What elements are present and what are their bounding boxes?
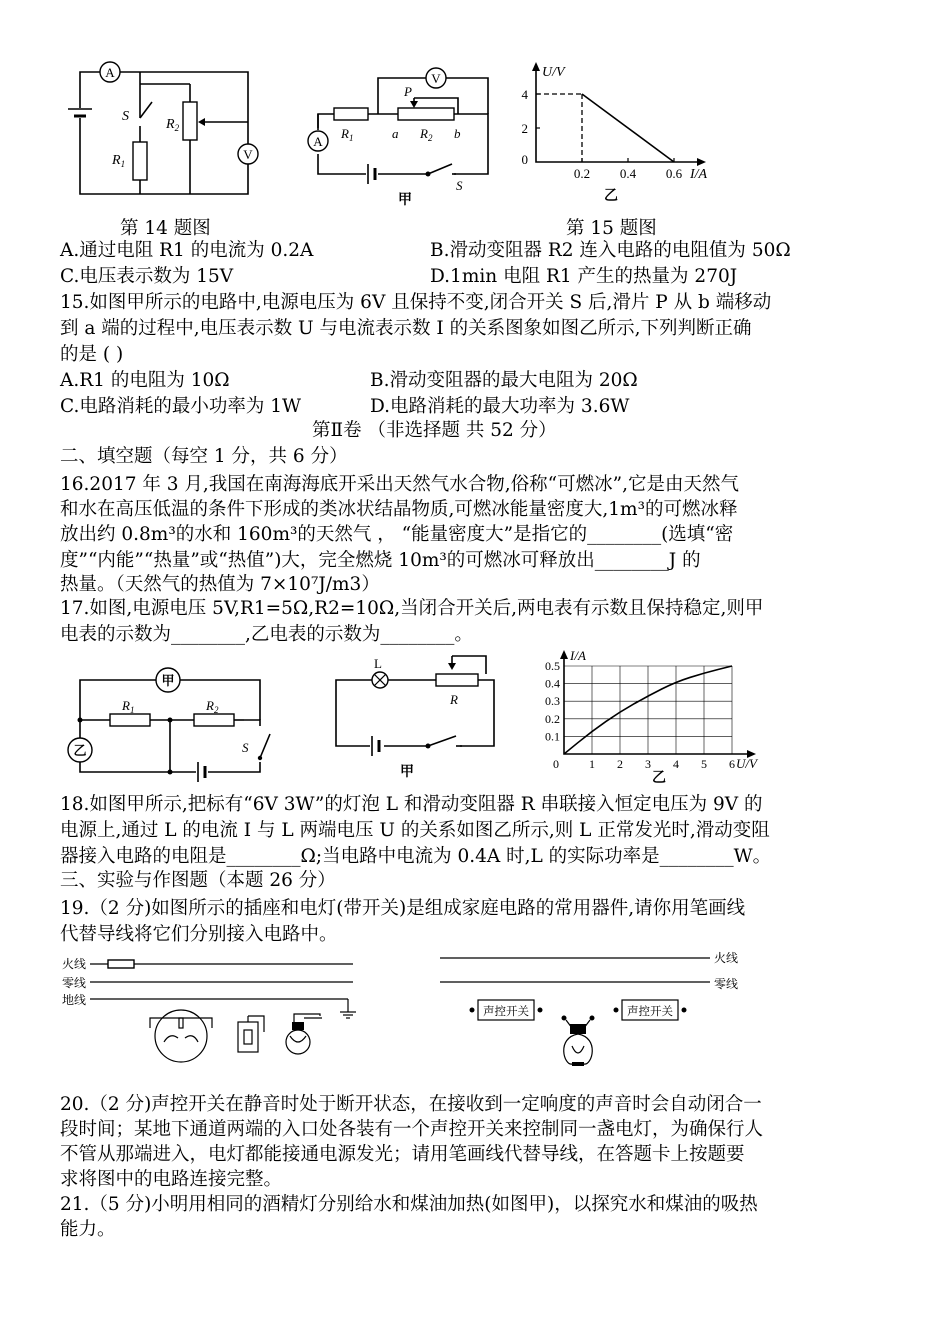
figure-15-circuit [306,66,496,206]
q14-option-d: D.1min 电阻 R1 产生的热量为 270J [430,266,738,287]
y-tick-label-0: 0 [521,152,528,167]
socket-right-hole [185,1036,198,1042]
x-tick-label-0: 0.2 [573,166,591,181]
figure-18-chart [534,646,764,786]
fuse [108,960,134,968]
x-tick-label-5: 5 [701,757,707,771]
voltmeter-label: V [243,147,253,162]
resistor-r2 [194,714,234,726]
q16-line4: 度”“内能”“热量”或“热值”)大，完全燃烧 10m³的可燃冰可释放出________J 的 [60,550,701,571]
x-axis-arrow [697,158,706,166]
x-axis-label: I/A [690,167,708,182]
q20-line4: 求将图中的电路连接完整。 [60,1169,283,1190]
q15-option-c: C.电路消耗的最小功率为 1W [60,396,302,417]
voltmeter-label: V [431,71,441,86]
r2-label: $R_2$ [206,698,219,715]
x-tick-label-0: 0 [553,757,559,771]
figure-17-circuit [60,660,280,780]
y-tick-label-1: 2 [521,121,528,136]
lamp-holder [292,1022,304,1030]
x-axis-label: U/V [736,756,757,771]
rheostat-r2 [398,108,454,120]
circuit-name-label: 甲 [398,193,412,208]
r1-label: $R_1$ [112,153,126,169]
circuit-name-label: 甲 [400,765,414,780]
q18-line3: 器接入电路的电阻是________Ω;当电路中电流为 0.4A 时,L 的实际功率是________W。 [60,846,772,867]
socket-left-hole [164,1036,178,1042]
x-tick-label-3: 3 [645,757,651,771]
x-tick-label-1: 0.4 [619,166,637,181]
y-axis-arrow [560,650,568,659]
chart-name-label: 乙 [652,771,666,786]
y-tick-label-2: 4 [521,87,528,102]
lamp-holder [570,1024,586,1034]
q14-option-a: A.通过电阻 R1 的电流为 0.2A [60,240,314,261]
q15-option-a: A.R1 的电阻为 10Ω [60,370,230,391]
figure-14-circuit [68,60,268,200]
q16-line3: 放出约 0.8m³的水和 160m³的天然气 ， “能量密度大”是指它的________(选填“密 [60,524,734,545]
ground-wire-label: 地线 [62,993,87,1007]
resistor-r1 [334,108,368,120]
wall-switch [238,1022,258,1052]
figure-20-wiring [440,948,760,1066]
y-tick-label-4: 0.5 [545,659,560,673]
y-tick-label-3: 0.4 [545,676,560,691]
meter-jia-label: 甲 [161,673,175,688]
switch-label: S [122,109,129,124]
live-wire-label: 火线 [62,957,87,971]
meter-yi-label: 乙 [73,743,87,758]
series-line-u-i [582,94,674,162]
q16-line1: 16.2017 年 3 月,我国在南海海底开采出天然气水合物,俗称“可燃冰”,它是由天然气 [60,474,739,495]
q18-line2: 电源上,通过 L 的电流 I 与 L 两端电压 U 的关系如图乙所示,则 L 正常发光时,滑动变阻 [60,820,770,841]
resistor-label: R [450,692,458,707]
terminal-a-label: a [392,126,399,141]
figure-19-wiring [58,954,378,1064]
figure-14-caption: 第 14 题图 [120,218,211,239]
r1-label: $R_1$ [341,126,354,143]
r2-label: $R_2$ [166,117,180,133]
part2-title: 第Ⅱ卷 （非选择题 共 52 分） [312,420,557,441]
ammeter-label: A [313,134,323,149]
q14-option-c: C.电压表示数为 15V [60,266,234,287]
q15-stem-line2: 到 a 端的过程中,电压表示数 U 与电流表示数 I 的关系图象如图乙所示,下列判断正确 [60,318,752,339]
figure-18-circuit [328,658,508,788]
q19-line2: 代替导线将它们分别接入电路中。 [60,924,338,945]
q16-line5: 热量。（天然气的热值为 7×10⁷J/m3） [60,574,380,595]
section2-heading: 二、填空题（每空 1 分，共 6 分） [60,446,348,467]
q14-option-b: B.滑动变阻器 R2 连入电路的电阻值为 50Ω [430,240,791,261]
neutral-wire-label: 零线 [714,977,739,991]
y-axis-arrow [532,62,540,71]
y-tick-label-1: 0.2 [545,711,560,726]
socket-box [150,1018,212,1028]
sound-switch-left-label: 声控开关 [483,1006,529,1018]
y-axis-label: I/A [570,648,586,663]
sound-switch-right-label: 声控开关 [627,1006,673,1018]
q15-stem-line1: 15.如图甲所示的电路中,电源电压为 6V 且保持不变,闭合开关 S 后,滑片 P 从 b 端移动 [60,292,772,313]
lamp-bulb-icon [564,1034,593,1064]
figure-15-chart [510,58,710,208]
y-tick-label-0: 0.1 [545,729,560,744]
socket-top-hole [179,1018,183,1028]
q20-line3: 不管从那端进入，电灯都能接通电源发光；请用笔画线代替导线，在答题卡上按题要 [60,1144,745,1165]
q15-option-d: D.电路消耗的最大功率为 3.6W [370,396,630,417]
y-tick-label-2: 0.3 [545,694,560,709]
x-tick-label-1: 1 [589,757,595,771]
q15-stem-line3: 的是 ( ) [60,344,124,365]
q19-line1: 19.（2 分)如图所示的插座和电灯(带开关)是组成家庭电路的常用器件,请你用笔画线 [60,898,746,919]
q18-line1: 18.如图甲所示,把标有“6V 3W”的灯泡 L 和滑动变阻器 R 串联接入恒定电压为 9V 的 [60,794,763,815]
r2-label: $R_2$ [420,126,433,143]
switch-s [140,102,152,118]
x-tick-label-2: 2 [617,757,623,771]
x-tick-label-6: 6 [729,757,735,771]
rheostat-r2 [183,102,197,140]
figure-15-caption: 第 15 题图 [566,218,657,239]
q17-line2: 电表的示数为________,乙电表的示数为________。 [60,624,473,645]
x-tick-label-2: 0.6 [665,166,683,181]
rheostat-r [436,674,478,686]
q20-line2: 段时间；某地下通道两端的入口处各装有一个声控开关来控制同一盏电灯，为确保行人 [60,1119,764,1140]
slider-arrow [448,663,456,670]
resistor-r1 [133,142,147,180]
resistor-r1 [110,714,150,726]
switch-label: S [242,740,249,755]
section3-heading: 三、实验与作图题（本题 26 分） [60,870,336,891]
ammeter-label: A [105,65,115,80]
slider-arrow [198,118,205,126]
q20-line1: 20.（2 分)声控开关在静音时处于断开状态，在接收到一定响度的声音时会自动闭合一 [60,1094,762,1115]
y-axis-label: U/V [542,65,565,80]
slider-p-label: P [404,84,412,99]
q17-line1: 17.如图,电源电压 5V,R1=5Ω,R2=10Ω,当闭合开关后,两电表有示数且保持稳定,则甲 [60,598,764,619]
switch-label: S [456,178,463,193]
q15-option-b: B.滑动变阻器的最大电阻为 20Ω [370,370,638,391]
q16-line2: 和水在高压低温的条件下形成的类冰状结晶物质,可燃冰能量密度大,1m³的可燃冰释 [60,499,738,520]
neutral-wire-label: 零线 [62,976,87,990]
q21-line2: 能力。 [60,1219,116,1240]
live-wire-label: 火线 [714,951,739,965]
chart-name-label: 乙 [604,189,618,204]
q21-line1: 21.（5 分)小明用相同的酒精灯分别给水和煤油加热(如图甲)，以探究水和煤油的吸热 [60,1194,758,1215]
terminal-b-label: b [454,126,461,141]
x-tick-label-4: 4 [673,757,679,771]
r1-label: $R_1$ [122,698,135,715]
lamp-label: L [374,656,382,671]
slider-p-arrow [410,101,418,108]
